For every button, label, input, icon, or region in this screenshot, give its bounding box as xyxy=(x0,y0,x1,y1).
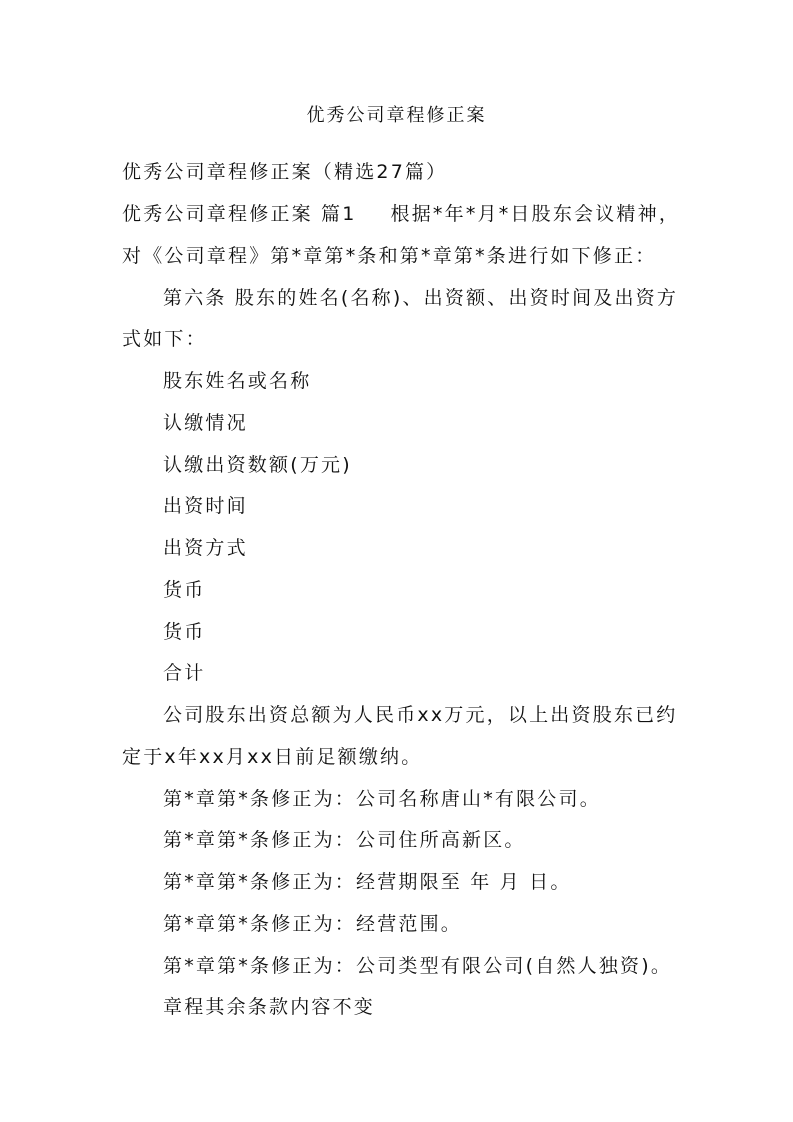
closing-line: 章程其余条款内容不变 xyxy=(163,996,376,1018)
intro-part2: 对《公司章程》第*章第*条和第*章第*条进行如下修正： xyxy=(122,245,657,267)
amendment-line: 第*章第*条修正为：公司住所高新区。 xyxy=(163,829,526,851)
table-item: 认缴情况 xyxy=(163,412,248,434)
article6-line2: 式如下： xyxy=(122,328,207,350)
section-heading-line xyxy=(122,202,680,226)
table-item: 出资方式 xyxy=(163,537,248,559)
table-item: 货币 xyxy=(163,579,206,601)
amendment-line: 第*章第*条修正为：公司名称唐山*有限公司。 xyxy=(163,788,601,810)
table-item: 出资时间 xyxy=(163,495,248,517)
amendment-line: 第*章第*条修正为：公司类型有限公司(自然人独资)。 xyxy=(163,955,673,977)
total-line1: 公司股东出资总额为人民币xx万元，以上出资股东已约 xyxy=(163,704,678,726)
amendment-line: 第*章第*条修正为：经营范围。 xyxy=(163,913,463,935)
amendment-line: 第*章第*条修正为：经营期限至 年 月 日。 xyxy=(163,871,572,893)
table-item: 货币 xyxy=(163,621,206,643)
total-line2: 定于x年xx月xx日前足额缴纳。 xyxy=(122,746,423,768)
document-title: 优秀公司章程修正案 xyxy=(306,105,487,126)
table-item: 合计 xyxy=(163,662,206,684)
table-item: 股东姓名或名称 xyxy=(163,370,312,392)
document-subtitle: 优秀公司章程修正案（精选27篇） xyxy=(122,161,448,183)
table-item: 认缴出资数额(万元) xyxy=(163,454,352,476)
intro-part1: 根据*年*月*日股东会议精神， xyxy=(390,203,681,225)
section-heading: 优秀公司章程修正案 篇1 xyxy=(122,203,357,225)
article6-line1: 第六条 股东的姓名(名称)、出资额、出资时间及出资方 xyxy=(163,287,679,309)
